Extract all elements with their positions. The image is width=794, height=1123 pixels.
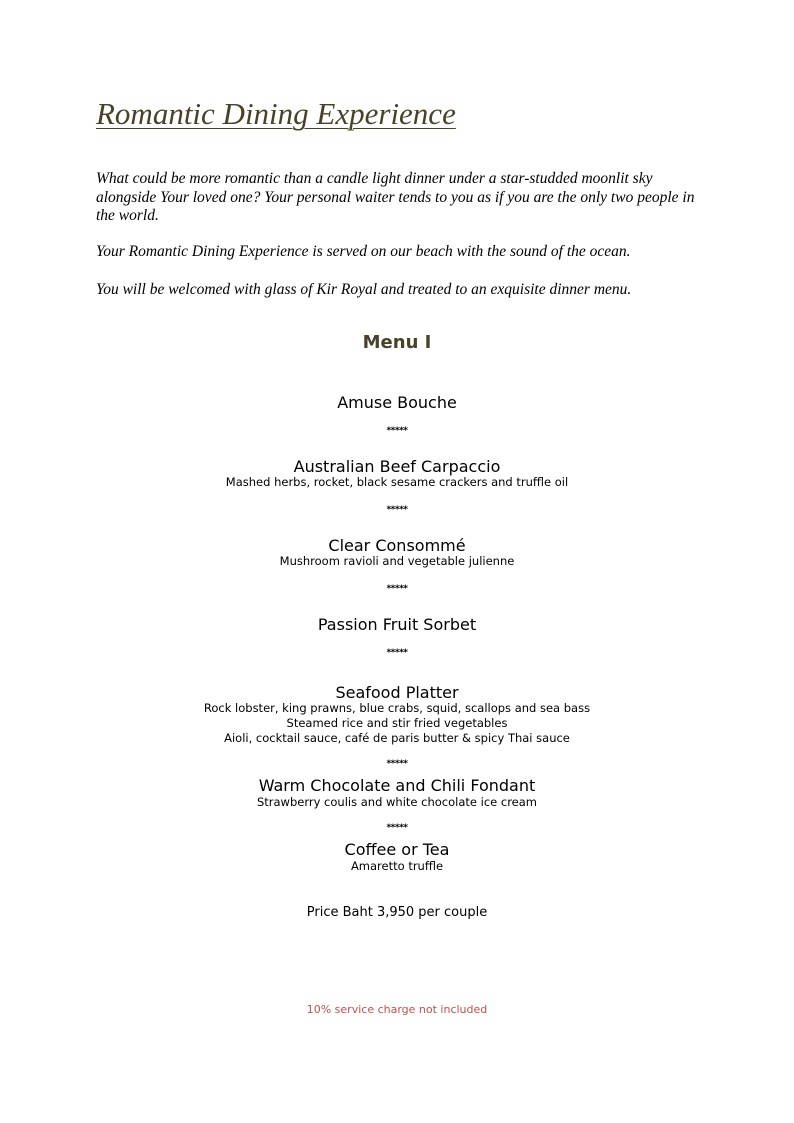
course-name: Clear Consommé <box>328 536 466 555</box>
course-name: Amuse Bouche <box>337 393 457 412</box>
course-separator: ***** <box>386 505 408 515</box>
intro-paragraph-3: You will be welcomed with glass of Kir Royal and treated to an exquisite dinner menu. <box>96 281 632 298</box>
course-name: Coffee or Tea <box>344 840 450 859</box>
menu-heading: Menu I <box>362 332 432 353</box>
course-description: Strawberry coulis and white chocolate ice cream <box>256 795 538 809</box>
course-description: Mashed herbs, rocket, black sesame crackers and truffle oil <box>225 475 569 489</box>
course-separator: ***** <box>386 759 408 769</box>
course-separator: ***** <box>386 426 408 436</box>
service-charge-note: 10% service charge not included <box>306 1003 488 1016</box>
course-name: Seafood Platter <box>335 683 459 702</box>
course-description: Amaretto truffle <box>350 859 444 873</box>
course-description: Mushroom ravioli and vegetable julienne <box>279 554 515 568</box>
course-description: Rock lobster, king prawns, blue crabs, squid, scallops and sea bass <box>203 701 591 715</box>
intro-paragraph-2: Your Romantic Dining Experience is served on our beach with the sound of the ocean. <box>96 243 631 260</box>
course-name: Australian Beef Carpaccio <box>293 457 501 476</box>
intro-paragraph-1: What could be more romantic than a candle light dinner under a star-studded moonlit sky alongside Your loved one? Your personal waiter tends to you as if you are the only two people in the world. <box>96 170 695 224</box>
price-text: Price Baht 3,950 per couple <box>306 905 488 920</box>
course-separator: ***** <box>386 823 408 833</box>
course-separator: ***** <box>386 648 408 658</box>
course-separator: ***** <box>386 584 408 594</box>
course-name: Passion Fruit Sorbet <box>317 615 477 634</box>
page-title: Romantic Dining Experience <box>96 96 456 131</box>
course-name: Warm Chocolate and Chili Fondant <box>258 776 536 795</box>
course-description: Aioli, cocktail sauce, café de paris butter & spicy Thai sauce <box>224 731 570 745</box>
course-description: Steamed rice and stir fried vegetables <box>286 716 508 730</box>
